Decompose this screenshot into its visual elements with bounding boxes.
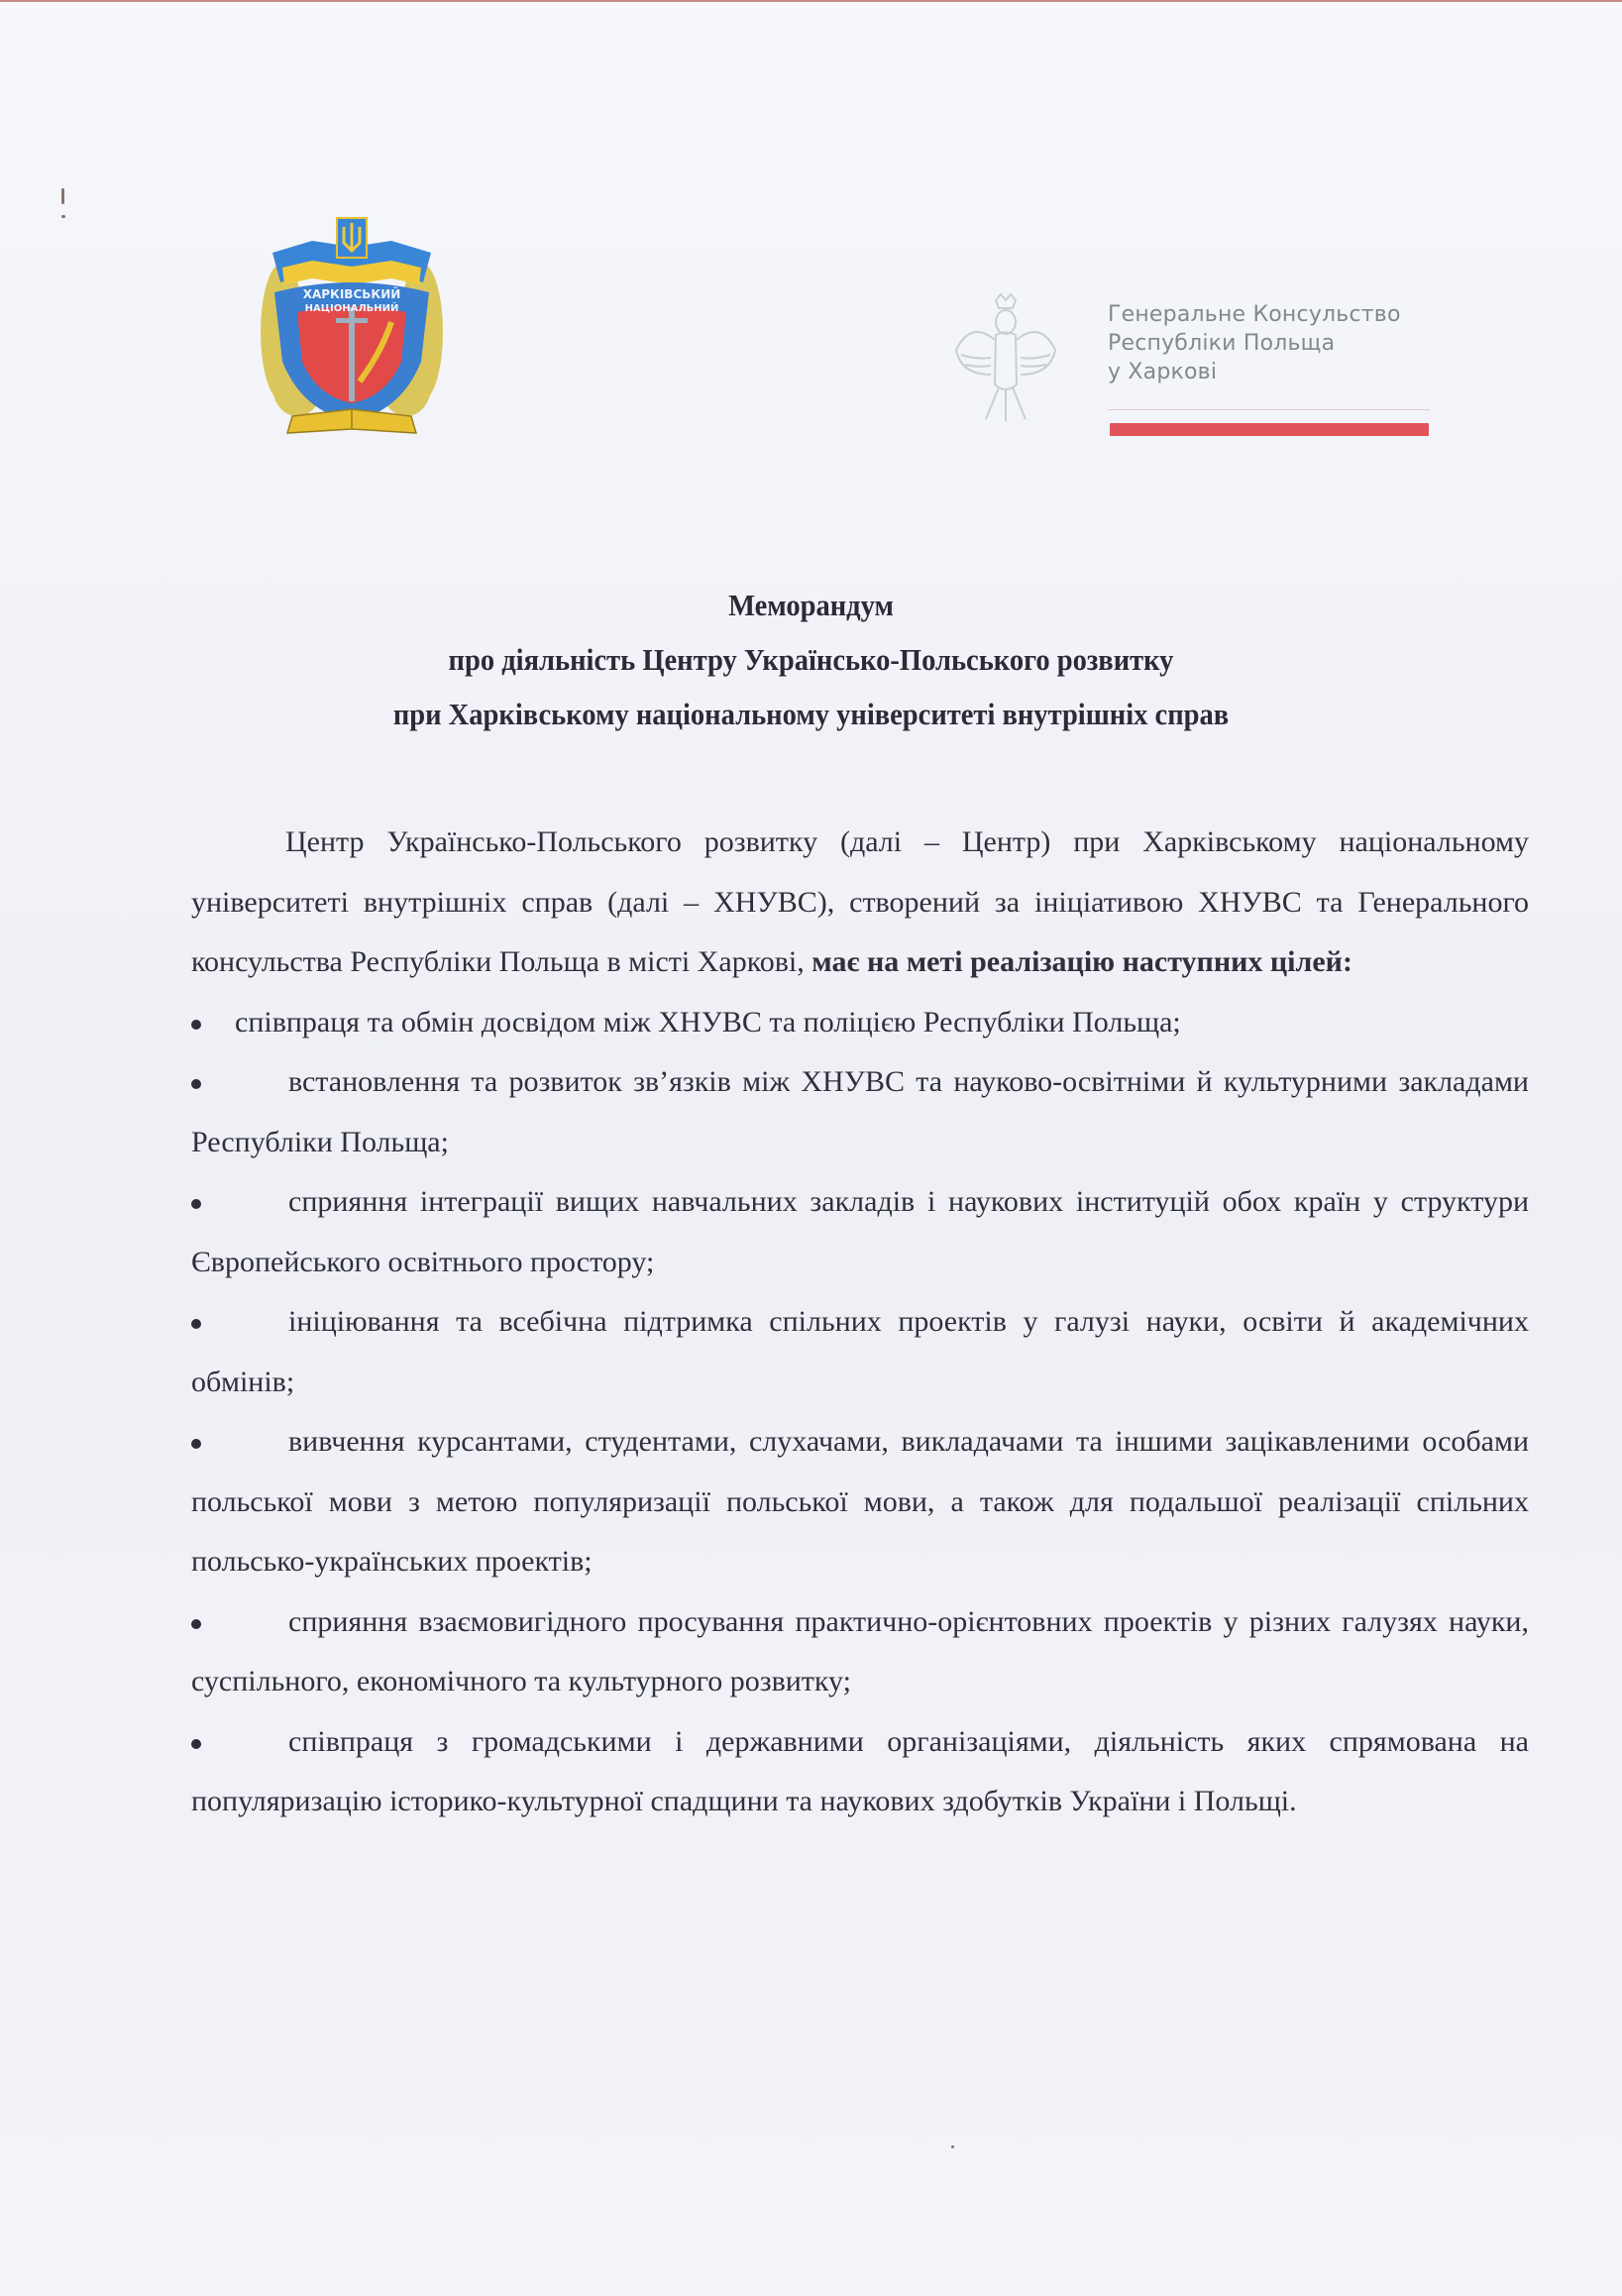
consulate-red-bar bbox=[1110, 423, 1429, 436]
title-line-3: при Харківському національному університеті внутрішніх справ bbox=[392, 697, 1230, 731]
document-title bbox=[0, 578, 1622, 741]
intro-bold-text: має на меті реалізацію наступних цілей: bbox=[811, 945, 1352, 978]
consulate-line-2: Республіки Польща bbox=[1108, 331, 1336, 356]
goal-text: сприяння взаємовигідного просування практично-орієнтовних проектів у різних галузях науки, суспільного, економічного та культурного розвитку; bbox=[191, 1604, 1529, 1697]
emblem-text-second: НАЦІОНАЛЬНИЙ bbox=[304, 303, 399, 314]
goal-item bbox=[191, 1172, 1529, 1292]
bullet-icon bbox=[191, 1439, 201, 1449]
scan-speck bbox=[61, 215, 65, 218]
bullet-icon bbox=[191, 1079, 201, 1089]
consulate-logo bbox=[951, 282, 1466, 441]
scan-speck bbox=[61, 188, 64, 204]
bullet-icon bbox=[191, 1739, 201, 1749]
goal-item bbox=[191, 1712, 1529, 1832]
goal-text: встановлення та розвиток зв’язків між ХНУВС та науково-освітніми й культурними закладами Республіки Польща; bbox=[191, 1065, 1529, 1158]
goal-text: вивчення курсантами, студентами, слухачами, викладачами та іншими зацікавленими особами польської мови з метою популяризації польської мови, а також для подальшої реалізації спільних польсько-українських проектів; bbox=[191, 1425, 1529, 1578]
goal-text: ініціювання та всебічна підтримка спільних проектів у галузі науки, освіти й академічних обмінів; bbox=[191, 1305, 1529, 1398]
consulate-name bbox=[1108, 300, 1401, 386]
consulate-divider bbox=[1108, 409, 1430, 410]
bullet-icon bbox=[191, 1319, 201, 1329]
goal-item bbox=[191, 1412, 1529, 1592]
bullet-icon bbox=[191, 1619, 201, 1629]
goal-item bbox=[191, 1052, 1529, 1172]
document-body bbox=[191, 813, 1529, 1832]
page-edge bbox=[0, 0, 1622, 2]
university-emblem bbox=[253, 213, 451, 441]
goal-item bbox=[191, 1592, 1529, 1712]
goal-text: співпраця та обмін досвідом між ХНУВС та поліцією Республіки Польща; bbox=[235, 1005, 1181, 1039]
intro-paragraph bbox=[191, 813, 1529, 993]
intro-text: Центр Українсько-Польського розвитку (далі – Центр) при Харківському національному університеті внутрішніх справ (далі – ХНУВС), створений за ініціативою ХНУВС та Генерального консульства Республіки Польща в місті Харкові, bbox=[191, 825, 1529, 978]
title-line-2: про діяльність Центру Українсько-Польського розвитку bbox=[448, 642, 1174, 677]
consulate-line-1: Генеральне Консульство bbox=[1108, 302, 1401, 327]
title-line-1: Меморандум bbox=[728, 588, 894, 622]
bullet-icon bbox=[191, 1020, 201, 1030]
university-coat-of-arms-icon bbox=[253, 213, 451, 441]
goal-item bbox=[191, 1292, 1529, 1412]
consulate-line-3: у Харкові bbox=[1108, 360, 1218, 384]
bullet-icon bbox=[191, 1199, 201, 1209]
polish-eagle-icon bbox=[951, 290, 1060, 429]
emblem-text-top: ХАРКІВСЬКИЙ bbox=[302, 287, 401, 301]
scan-speck bbox=[951, 2145, 954, 2148]
goal-text: сприяння інтеграції вищих навчальних закладів і наукових інституцій обох країн у структури Європейського освітнього простору; bbox=[191, 1185, 1529, 1278]
goal-text: співпраця з громадськими і державними організаціями, діяльність яких спрямована на популяризацію історико-культурної спадщини та наукових здобутків України і Польщі. bbox=[191, 1724, 1529, 1817]
goal-item bbox=[191, 993, 1529, 1053]
